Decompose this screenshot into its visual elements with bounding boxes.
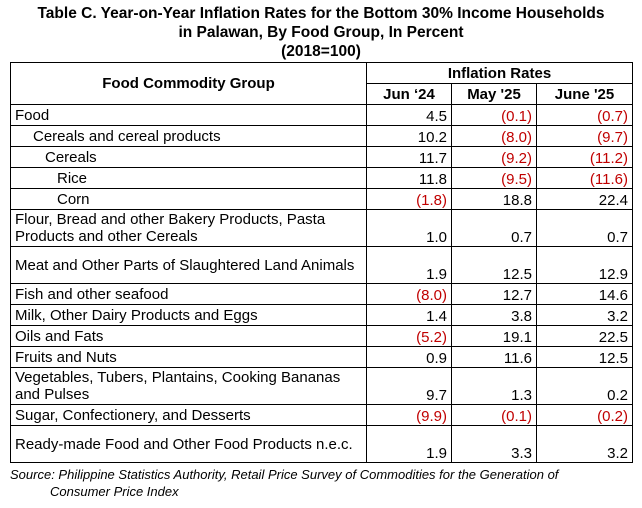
food-group-label: Vegetables, Tubers, Plantains, Cooking Bananas and Pulses (11, 368, 367, 405)
inflation-rate-cell: 11.7 (367, 147, 452, 168)
title-line-1: Table C. Year-on-Year Inflation Rates for the Bottom 30% Income Households (37, 5, 605, 22)
food-group-label: Flour, Bread and other Bakery Products, Pasta Products and other Cereals (11, 210, 367, 247)
inflation-rate-cell: 1.9 (367, 426, 452, 463)
inflation-rate-cell: (9.7) (537, 126, 633, 147)
inflation-rate-cell: (8.0) (452, 126, 537, 147)
inflation-rate-cell: (5.2) (367, 326, 452, 347)
table-row (11, 210, 633, 247)
source-line-2: Consumer Price Index (50, 484, 179, 499)
inflation-rate-cell: 12.5 (452, 247, 537, 284)
table-row (11, 105, 633, 126)
inflation-rate-cell: 3.3 (452, 426, 537, 463)
food-group-label: Cereals and cereal products (11, 126, 367, 147)
inflation-rate-cell: 22.4 (537, 189, 633, 210)
column-header-june-25: June '25 (537, 84, 633, 105)
food-group-label: Sugar, Confectionery, and Desserts (11, 405, 367, 426)
inflation-rate-cell: (9.9) (367, 405, 452, 426)
inflation-rate-cell: 1.3 (452, 368, 537, 405)
table-body (11, 105, 633, 463)
inflation-rate-cell: (0.7) (537, 105, 633, 126)
inflation-rate-cell: 10.2 (367, 126, 452, 147)
title-line-3: (2018=100) (281, 43, 361, 60)
table-row (11, 168, 633, 189)
inflation-rate-cell: (11.2) (537, 147, 633, 168)
food-group-label: Oils and Fats (11, 326, 367, 347)
table-row (11, 347, 633, 368)
inflation-rate-cell: (9.2) (452, 147, 537, 168)
inflation-rate-cell: (0.1) (452, 405, 537, 426)
table-row (11, 405, 633, 426)
inflation-rate-cell: 14.6 (537, 284, 633, 305)
inflation-rate-cell: (0.2) (537, 405, 633, 426)
table-title (0, 0, 642, 61)
food-group-label: Rice (11, 168, 367, 189)
food-group-label: Food (11, 105, 367, 126)
inflation-rate-cell: 0.9 (367, 347, 452, 368)
column-header-may-25: May '25 (452, 84, 537, 105)
food-group-label: Meat and Other Parts of Slaughtered Land Animals (11, 247, 367, 284)
inflation-rate-cell: 0.7 (537, 210, 633, 247)
inflation-rate-cell: (9.5) (452, 168, 537, 189)
food-group-label: Milk, Other Dairy Products and Eggs (11, 305, 367, 326)
food-group-header: Food Commodity Group (11, 63, 367, 105)
inflation-rate-cell: 11.6 (452, 347, 537, 368)
inflation-rate-cell: 18.8 (452, 189, 537, 210)
table-row (11, 284, 633, 305)
table-row (11, 189, 633, 210)
food-group-label: Cereals (11, 147, 367, 168)
inflation-rate-cell: 1.4 (367, 305, 452, 326)
table-row (11, 326, 633, 347)
inflation-rate-cell: 12.9 (537, 247, 633, 284)
inflation-rate-cell: 0.7 (452, 210, 537, 247)
inflation-rate-cell: 9.7 (367, 368, 452, 405)
inflation-rate-cell: 1.0 (367, 210, 452, 247)
inflation-rate-cell: 12.7 (452, 284, 537, 305)
table-row (11, 305, 633, 326)
inflation-rates-header: Inflation Rates (367, 63, 633, 84)
column-header-jun-24: Jun ‘24 (367, 84, 452, 105)
inflation-rate-cell: 22.5 (537, 326, 633, 347)
source-line-1: Source: Philippine Statistics Authority, Retail Price Survey of Commodities for the Generation of (10, 467, 559, 482)
title-line-2: in Palawan, By Food Group, In Percent (178, 24, 464, 41)
inflation-rate-cell: 3.8 (452, 305, 537, 326)
food-group-label: Ready-made Food and Other Food Products n.e.c. (11, 426, 367, 463)
inflation-rate-cell: 12.5 (537, 347, 633, 368)
table-row (11, 247, 633, 284)
inflation-rate-cell: (8.0) (367, 284, 452, 305)
inflation-rate-cell: 1.9 (367, 247, 452, 284)
inflation-rate-cell: 11.8 (367, 168, 452, 189)
inflation-table (10, 62, 633, 463)
inflation-rate-cell: 3.2 (537, 426, 633, 463)
inflation-rate-cell: (1.8) (367, 189, 452, 210)
inflation-rate-cell: (0.1) (452, 105, 537, 126)
inflation-rate-cell: 0.2 (537, 368, 633, 405)
table-row (11, 368, 633, 405)
food-group-label: Corn (11, 189, 367, 210)
food-group-label: Fish and other seafood (11, 284, 367, 305)
inflation-rate-cell: 4.5 (367, 105, 452, 126)
table-row (11, 147, 633, 168)
source-note (10, 466, 558, 500)
inflation-rate-cell: 19.1 (452, 326, 537, 347)
table-row (11, 426, 633, 463)
inflation-rate-cell: (11.6) (537, 168, 633, 189)
table-row (11, 126, 633, 147)
food-group-label: Fruits and Nuts (11, 347, 367, 368)
inflation-rate-cell: 3.2 (537, 305, 633, 326)
